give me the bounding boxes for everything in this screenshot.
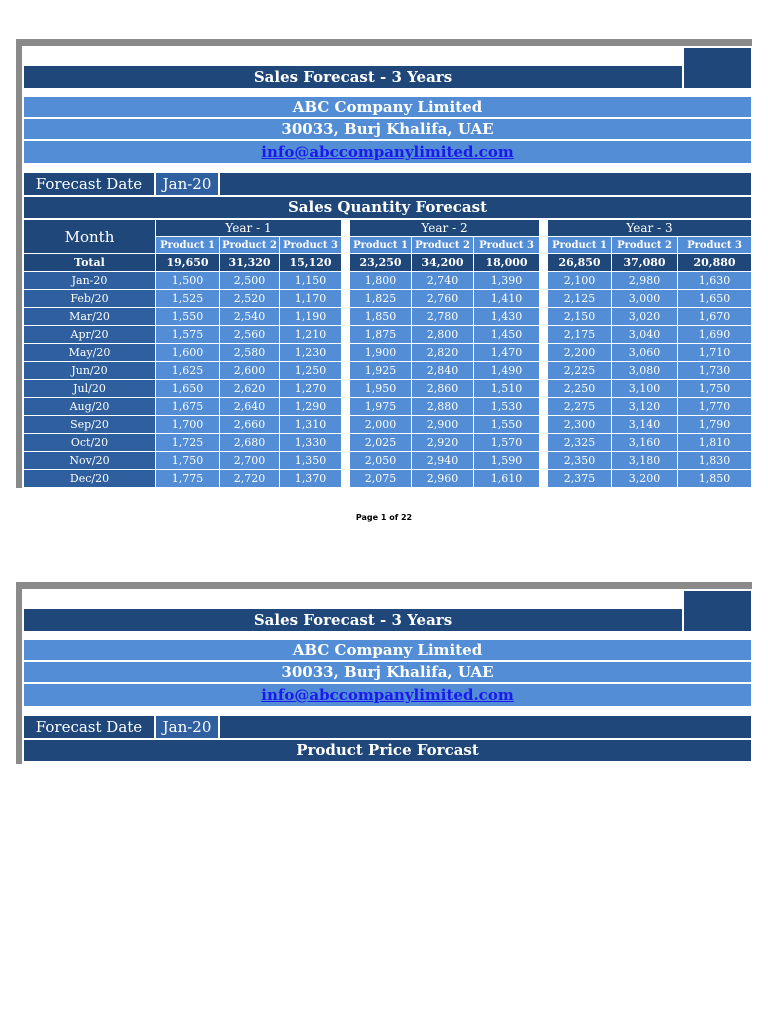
quantity-cell: 1,850 — [350, 308, 412, 326]
product-header: Product 2 — [612, 237, 678, 254]
quantity-cell: 1,810 — [678, 434, 752, 452]
quantity-cell: 3,040 — [612, 326, 678, 344]
total-cell: 15,120 — [280, 254, 342, 272]
quantity-cell: 1,650 — [156, 380, 220, 398]
quantity-cell: 1,625 — [156, 362, 220, 380]
quantity-cell: 1,170 — [280, 290, 342, 308]
quantity-cell: 2,500 — [220, 272, 280, 290]
quantity-cell: 2,075 — [350, 470, 412, 488]
sales-quantity-table — [24, 220, 752, 488]
quantity-cell: 1,975 — [350, 398, 412, 416]
month-cell: Dec/20 — [24, 470, 156, 488]
month-cell: Jun/20 — [24, 362, 156, 380]
quantity-cell: 1,690 — [678, 326, 752, 344]
quantity-cell: 1,600 — [156, 344, 220, 362]
total-cell: 23,250 — [350, 254, 412, 272]
total-cell: 31,320 — [220, 254, 280, 272]
section-title: Sales Quantity Forecast — [24, 197, 751, 218]
month-header: Month — [24, 220, 156, 254]
total-row — [24, 254, 752, 272]
quantity-cell: 2,740 — [412, 272, 474, 290]
quantity-cell: 1,825 — [350, 290, 412, 308]
quantity-cell: 3,100 — [612, 380, 678, 398]
quantity-cell: 3,160 — [612, 434, 678, 452]
table-row — [24, 290, 752, 308]
quantity-cell: 2,680 — [220, 434, 280, 452]
quantity-cell: 1,575 — [156, 326, 220, 344]
table-row — [24, 398, 752, 416]
product-header: Product 1 — [548, 237, 612, 254]
quantity-cell: 1,250 — [280, 362, 342, 380]
forecast-date-value: Jan-20 — [156, 716, 218, 738]
table-row — [24, 416, 752, 434]
total-cell: 19,650 — [156, 254, 220, 272]
quantity-cell: 2,940 — [412, 452, 474, 470]
quantity-cell: 3,080 — [612, 362, 678, 380]
quantity-cell: 1,950 — [350, 380, 412, 398]
company-email-band — [24, 684, 751, 706]
total-cell: 18,000 — [474, 254, 540, 272]
company-name: ABC Company Limited — [24, 640, 751, 660]
month-cell: Aug/20 — [24, 398, 156, 416]
quantity-cell: 1,850 — [678, 470, 752, 488]
forecast-date-label: Forecast Date — [24, 716, 154, 738]
quantity-cell: 1,490 — [474, 362, 540, 380]
company-email-band — [24, 141, 751, 163]
quantity-cell: 1,210 — [280, 326, 342, 344]
month-cell: Feb/20 — [24, 290, 156, 308]
quantity-cell: 1,800 — [350, 272, 412, 290]
quantity-cell: 1,390 — [474, 272, 540, 290]
quantity-cell: 2,800 — [412, 326, 474, 344]
month-cell: Sep/20 — [24, 416, 156, 434]
quantity-cell: 3,140 — [612, 416, 678, 434]
quantity-cell: 2,375 — [548, 470, 612, 488]
table-row — [24, 344, 752, 362]
product-header: Product 2 — [220, 237, 280, 254]
product-header: Product 1 — [156, 237, 220, 254]
forecast-date-filler — [220, 173, 751, 195]
quantity-cell: 1,700 — [156, 416, 220, 434]
month-cell: Jan-20 — [24, 272, 156, 290]
table-row — [24, 362, 752, 380]
quantity-cell: 1,270 — [280, 380, 342, 398]
quantity-cell: 2,560 — [220, 326, 280, 344]
quantity-cell: 1,550 — [474, 416, 540, 434]
quantity-cell: 2,000 — [350, 416, 412, 434]
quantity-cell: 2,820 — [412, 344, 474, 362]
quantity-cell: 2,860 — [412, 380, 474, 398]
forecast-date-label: Forecast Date — [24, 173, 154, 195]
quantity-cell: 1,650 — [678, 290, 752, 308]
quantity-cell: 3,200 — [612, 470, 678, 488]
product-header: Product 1 — [350, 237, 412, 254]
sheet-title: Sales Forecast - 3 Years — [24, 66, 682, 88]
quantity-cell: 3,000 — [612, 290, 678, 308]
quantity-cell: 1,525 — [156, 290, 220, 308]
table-row — [24, 470, 752, 488]
quantity-cell: 3,060 — [612, 344, 678, 362]
quantity-cell: 2,225 — [548, 362, 612, 380]
page-number: Page 1 of 22 — [355, 513, 413, 522]
quantity-cell: 2,600 — [220, 362, 280, 380]
quantity-cell: 3,180 — [612, 452, 678, 470]
table-row — [24, 452, 752, 470]
quantity-cell: 1,470 — [474, 344, 540, 362]
quantity-cell: 1,790 — [678, 416, 752, 434]
quantity-cell: 2,840 — [412, 362, 474, 380]
quantity-cell: 1,430 — [474, 308, 540, 326]
quantity-cell: 2,580 — [220, 344, 280, 362]
quantity-cell: 1,590 — [474, 452, 540, 470]
total-cell: 37,080 — [612, 254, 678, 272]
table-row — [24, 434, 752, 452]
table-row — [24, 380, 752, 398]
quantity-cell: 2,025 — [350, 434, 412, 452]
product-header: Product 3 — [474, 237, 540, 254]
quantity-cell: 1,550 — [156, 308, 220, 326]
quantity-cell: 2,150 — [548, 308, 612, 326]
table-row — [24, 272, 752, 290]
quantity-cell: 1,230 — [280, 344, 342, 362]
quantity-cell: 1,190 — [280, 308, 342, 326]
sheet-frame-left — [16, 589, 22, 764]
quantity-cell: 1,330 — [280, 434, 342, 452]
month-cell: May/20 — [24, 344, 156, 362]
quantity-cell: 2,640 — [220, 398, 280, 416]
quantity-cell: 1,290 — [280, 398, 342, 416]
quantity-cell: 1,775 — [156, 470, 220, 488]
quantity-cell: 2,980 — [612, 272, 678, 290]
sheet-frame-top — [16, 39, 752, 46]
month-cell: Jul/20 — [24, 380, 156, 398]
title-side-box — [684, 48, 751, 88]
quantity-cell: 2,960 — [412, 470, 474, 488]
quantity-cell: 1,670 — [678, 308, 752, 326]
quantity-cell: 2,520 — [220, 290, 280, 308]
company-email-link[interactable]: info@abccompanylimited.com — [261, 143, 514, 161]
product-header: Product 2 — [412, 237, 474, 254]
month-cell: Nov/20 — [24, 452, 156, 470]
quantity-cell: 1,725 — [156, 434, 220, 452]
sheet-title: Sales Forecast - 3 Years — [24, 609, 682, 631]
table-row — [24, 326, 752, 344]
quantity-cell: 1,900 — [350, 344, 412, 362]
quantity-cell: 2,200 — [548, 344, 612, 362]
quantity-cell: 2,780 — [412, 308, 474, 326]
quantity-cell: 1,530 — [474, 398, 540, 416]
quantity-cell: 3,120 — [612, 398, 678, 416]
quantity-cell: 1,630 — [678, 272, 752, 290]
total-cell: 20,880 — [678, 254, 752, 272]
quantity-cell: 2,700 — [220, 452, 280, 470]
company-name: ABC Company Limited — [24, 97, 751, 117]
quantity-cell: 2,350 — [548, 452, 612, 470]
month-cell: Oct/20 — [24, 434, 156, 452]
quantity-cell: 2,125 — [548, 290, 612, 308]
quantity-cell: 1,770 — [678, 398, 752, 416]
sheet-frame-left — [16, 46, 22, 488]
quantity-cell: 1,925 — [350, 362, 412, 380]
quantity-cell: 2,900 — [412, 416, 474, 434]
quantity-cell: 1,310 — [280, 416, 342, 434]
product-header: Product 3 — [280, 237, 342, 254]
company-address: 30033, Burj Khalifa, UAE — [24, 119, 751, 139]
year-header: Year - 3 — [548, 220, 752, 237]
quantity-cell: 1,350 — [280, 452, 342, 470]
year-header: Year - 1 — [156, 220, 342, 237]
quantity-cell: 2,760 — [412, 290, 474, 308]
quantity-cell: 1,610 — [474, 470, 540, 488]
total-label: Total — [24, 254, 156, 272]
quantity-cell: 1,710 — [678, 344, 752, 362]
quantity-cell: 2,300 — [548, 416, 612, 434]
quantity-cell: 1,730 — [678, 362, 752, 380]
quantity-cell: 1,830 — [678, 452, 752, 470]
company-email-link[interactable]: info@abccompanylimited.com — [261, 686, 514, 704]
quantity-cell: 2,660 — [220, 416, 280, 434]
title-side-box — [684, 591, 751, 631]
quantity-cell: 1,875 — [350, 326, 412, 344]
quantity-cell: 2,325 — [548, 434, 612, 452]
company-address: 30033, Burj Khalifa, UAE — [24, 662, 751, 682]
quantity-cell: 3,020 — [612, 308, 678, 326]
month-cell: Mar/20 — [24, 308, 156, 326]
sheet-page-1 — [16, 39, 752, 488]
quantity-cell: 2,880 — [412, 398, 474, 416]
quantity-cell: 1,750 — [156, 452, 220, 470]
forecast-date-filler — [220, 716, 751, 738]
product-header: Product 3 — [678, 237, 752, 254]
year-header: Year - 2 — [350, 220, 540, 237]
sheet-page-2 — [16, 582, 752, 764]
quantity-cell: 2,050 — [350, 452, 412, 470]
quantity-cell: 1,750 — [678, 380, 752, 398]
sheet-frame-top — [16, 582, 752, 589]
quantity-cell: 1,450 — [474, 326, 540, 344]
quantity-cell: 1,510 — [474, 380, 540, 398]
total-cell: 26,850 — [548, 254, 612, 272]
quantity-cell: 1,370 — [280, 470, 342, 488]
table-row — [24, 308, 752, 326]
quantity-cell: 2,540 — [220, 308, 280, 326]
month-cell: Apr/20 — [24, 326, 156, 344]
quantity-cell: 2,275 — [548, 398, 612, 416]
total-cell: 34,200 — [412, 254, 474, 272]
quantity-cell: 2,100 — [548, 272, 612, 290]
forecast-date-value: Jan-20 — [156, 173, 218, 195]
quantity-cell: 1,500 — [156, 272, 220, 290]
quantity-cell: 2,250 — [548, 380, 612, 398]
quantity-cell: 2,920 — [412, 434, 474, 452]
quantity-cell: 2,720 — [220, 470, 280, 488]
quantity-cell: 1,410 — [474, 290, 540, 308]
quantity-cell: 1,570 — [474, 434, 540, 452]
quantity-cell: 1,675 — [156, 398, 220, 416]
quantity-cell: 2,620 — [220, 380, 280, 398]
quantity-cell: 2,175 — [548, 326, 612, 344]
section-title: Product Price Forcast — [24, 740, 751, 761]
quantity-cell: 1,150 — [280, 272, 342, 290]
